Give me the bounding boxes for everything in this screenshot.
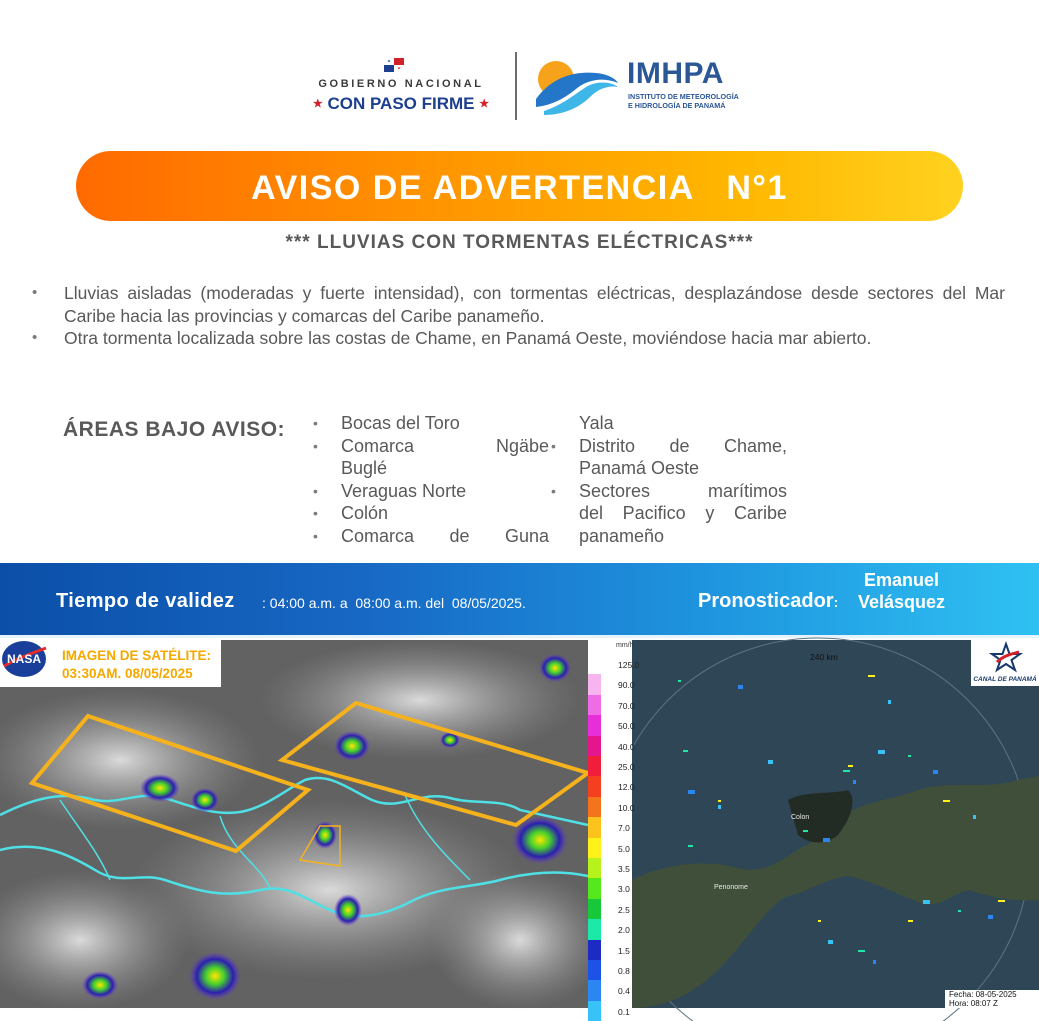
forecaster-colon: : — [833, 594, 839, 610]
area-item — [309, 435, 549, 480]
storm-cell — [191, 788, 219, 812]
page-subtitle: *** LLUVIAS CON TORMENTAS ELÉCTRICAS*** — [285, 232, 754, 253]
radar-echo — [858, 950, 865, 952]
radar-echo — [843, 770, 850, 772]
scale-label: 10.0 — [618, 802, 635, 813]
radar-time: Hora: 08:07 Z — [949, 999, 998, 1008]
star-icon: ★ — [479, 98, 490, 110]
radar-echo — [738, 685, 743, 689]
scale-unit: mm/h — [616, 642, 634, 649]
storm-cell — [334, 894, 362, 926]
scale-label: 90.0 — [618, 680, 635, 691]
storm-cell — [334, 731, 370, 761]
radar-echo — [823, 838, 830, 842]
radar-echo — [933, 770, 938, 774]
radar-echo — [818, 920, 821, 922]
satellite-title — [62, 647, 211, 683]
area-word: de — [669, 435, 690, 456]
radar-range-label: 240 km — [810, 652, 838, 662]
radar-echo — [888, 700, 891, 704]
scale-swatch — [588, 715, 601, 735]
scale-swatch — [588, 878, 601, 898]
scale-label: 12.0 — [618, 782, 635, 793]
area-item — [547, 435, 787, 480]
area-item-continued: Yala — [579, 413, 614, 433]
scale-label: 1.5 — [618, 945, 630, 956]
description-list — [30, 282, 1005, 350]
scale-swatch — [588, 776, 601, 796]
canal-brand-text: CANAL DE PANAMÁ — [973, 676, 1037, 683]
scale-swatch — [588, 838, 601, 858]
scale-swatch — [588, 960, 601, 980]
scale-label: 70.0 — [618, 700, 635, 711]
storm-cell — [189, 952, 241, 1000]
imhpa-name: IMHPA — [627, 57, 724, 90]
radar-echo — [718, 800, 721, 802]
storm-cell — [82, 971, 118, 999]
area-item: • Veraguas Norte — [309, 480, 549, 503]
forecaster-first-name: Emanuel — [864, 570, 940, 590]
radar-echo — [868, 675, 875, 677]
storm-cell — [539, 654, 571, 682]
rain-scale — [588, 640, 640, 1017]
area-word: panameño — [579, 525, 665, 546]
scale-label: 125.0 — [618, 660, 640, 670]
satellite-title-line-1: IMAGEN DE SATÉLITE: — [62, 648, 212, 663]
scale-swatch — [588, 797, 601, 817]
area-word: Guna — [504, 525, 549, 546]
radar-echo — [768, 760, 773, 764]
scale-label: 2.5 — [618, 904, 630, 915]
area-word: de — [449, 525, 470, 546]
radar-echo — [828, 940, 833, 944]
scale-label: 3.5 — [618, 864, 630, 874]
description-item: • Otra tormenta localizada sobre las costas de Chame, en Panamá Oeste, moviéndose hacia mar abierto. — [30, 327, 1005, 350]
radar-echo — [683, 750, 688, 752]
scale-label: 40.0 — [618, 741, 635, 752]
validity-band — [0, 563, 1039, 638]
forecaster-name — [858, 569, 968, 613]
scale-swatch — [588, 736, 601, 756]
scale-label: 2.0 — [618, 925, 630, 936]
scale-swatch — [588, 756, 601, 776]
satellite-image — [0, 640, 588, 1008]
nasa-text: NASA — [6, 652, 42, 666]
radar-echo — [718, 805, 721, 809]
scale-label: 5.0 — [618, 843, 630, 854]
radar-echo — [803, 830, 808, 832]
storm-cell — [140, 774, 180, 802]
areas-list-1 — [309, 412, 549, 547]
scale-label: 0.1 — [618, 1006, 630, 1017]
radar-echo — [988, 915, 993, 919]
forecaster-last-name: Velásquez — [858, 592, 946, 612]
nasa-logo-icon — [0, 640, 48, 678]
page-title: AVISO DE ADVERTENCIA N°1 — [251, 169, 788, 207]
scale-swatch — [588, 858, 601, 878]
forecaster-label — [698, 590, 838, 613]
areas-list-2 — [547, 412, 787, 547]
area-word: Buglé — [341, 458, 388, 478]
forecaster-label-text: Pronosticador — [698, 590, 834, 612]
radar-map — [588, 640, 1039, 1008]
area-word: Pacifico — [622, 503, 686, 523]
area-item — [547, 480, 787, 548]
validity-label: Tiempo de validez — [56, 590, 235, 612]
scale-swatch — [588, 919, 601, 939]
description-item: • Lluvias aisladas (moderadas y fuerte intensidad), con tormentas eléctricas, desplazándose desde sectores del Mar Caribe hacia las provincias y comarcas del Caribe panameño. — [30, 282, 1005, 327]
canal-logo-icon — [991, 642, 1021, 674]
radar-echo — [973, 815, 976, 819]
radar-echo — [853, 780, 856, 784]
radar-echo — [688, 790, 695, 794]
scale-swatch — [588, 674, 601, 694]
area-word: Ngäbe — [495, 435, 549, 456]
gov-bottom-text — [296, 94, 506, 114]
gov-slogan: CON PASO FIRME — [327, 94, 475, 113]
radar-echo — [873, 960, 876, 964]
imhpa-subtitle — [628, 92, 739, 110]
cloud-shape — [430, 870, 610, 1010]
imhpa-sub-line-1: INSTITUTO DE METEOROLOGÍA — [628, 92, 739, 101]
panama-flag-icon — [384, 58, 404, 72]
areas-label: ÁREAS BAJO AVISO: — [63, 418, 286, 441]
logo-divider — [515, 52, 517, 120]
area-word: • Sectores — [579, 480, 651, 501]
radar-echo — [878, 750, 885, 754]
imhpa-logo-icon — [534, 55, 620, 117]
area-word: y — [705, 503, 715, 523]
scale-swatch — [588, 1001, 601, 1021]
area-word: Panamá Oeste — [579, 458, 700, 478]
satellite-title-line-2: 03:30AM. 08/05/2025 — [62, 666, 193, 681]
area-item — [309, 525, 549, 548]
scale-swatch — [588, 899, 601, 919]
area-word: Caribe — [733, 503, 787, 523]
area-word: Chame, — [723, 435, 787, 456]
area-word: del — [579, 503, 604, 523]
area-word: • Comarca — [341, 435, 415, 456]
satellite-map — [0, 640, 588, 1008]
radar-echo — [908, 755, 911, 757]
radar-echo — [958, 910, 961, 912]
scale-label: 7.0 — [618, 823, 630, 834]
scale-label: 50.0 — [618, 721, 635, 732]
gov-top-text: GOBIERNO NACIONAL — [318, 78, 484, 90]
radar-timestamp — [945, 990, 1039, 1008]
area-word: • Comarca — [341, 525, 415, 546]
scale-label: 0.4 — [618, 986, 630, 997]
radar-echo — [678, 680, 681, 682]
radar-echo — [688, 845, 693, 847]
area-word: • Distrito — [579, 435, 636, 456]
radar-image — [588, 640, 1039, 1017]
star-icon: ★ — [312, 98, 323, 110]
imhpa-sub-line-2: E HIDROLOGÍA DE PANAMÁ — [628, 101, 726, 110]
storm-cell — [313, 821, 337, 849]
scale-swatch — [588, 980, 601, 1000]
radar-echo — [908, 920, 913, 922]
radar-date: Fecha: 08-05-2025 — [949, 990, 1017, 999]
satellite-label — [0, 640, 221, 687]
title-banner — [76, 151, 963, 221]
scale-swatch — [588, 654, 601, 674]
scale-label: 0.8 — [618, 966, 630, 976]
scale-label: 3.0 — [618, 884, 630, 895]
gobierno-nacional-logo — [296, 56, 506, 120]
radar-echo — [998, 900, 1005, 902]
radar-echo — [923, 900, 930, 904]
radar-echo — [943, 800, 950, 802]
scale-label: 25.0 — [618, 762, 635, 772]
area-item: • Colón — [309, 502, 549, 525]
validity-value: : 04:00 a.m. a 08:00 a.m. del 08/05/2025. — [262, 595, 526, 611]
city-label-colon: Colon — [791, 814, 810, 821]
radar-echo — [848, 765, 853, 767]
city-label-penonome: Penonome — [714, 884, 748, 891]
scale-swatch — [588, 817, 601, 837]
area-item: • Bocas del Toro — [309, 412, 549, 435]
scale-swatch — [588, 940, 601, 960]
scale-swatch — [588, 695, 601, 715]
canal-logo — [971, 640, 1039, 686]
area-word: marítimos — [707, 480, 787, 501]
